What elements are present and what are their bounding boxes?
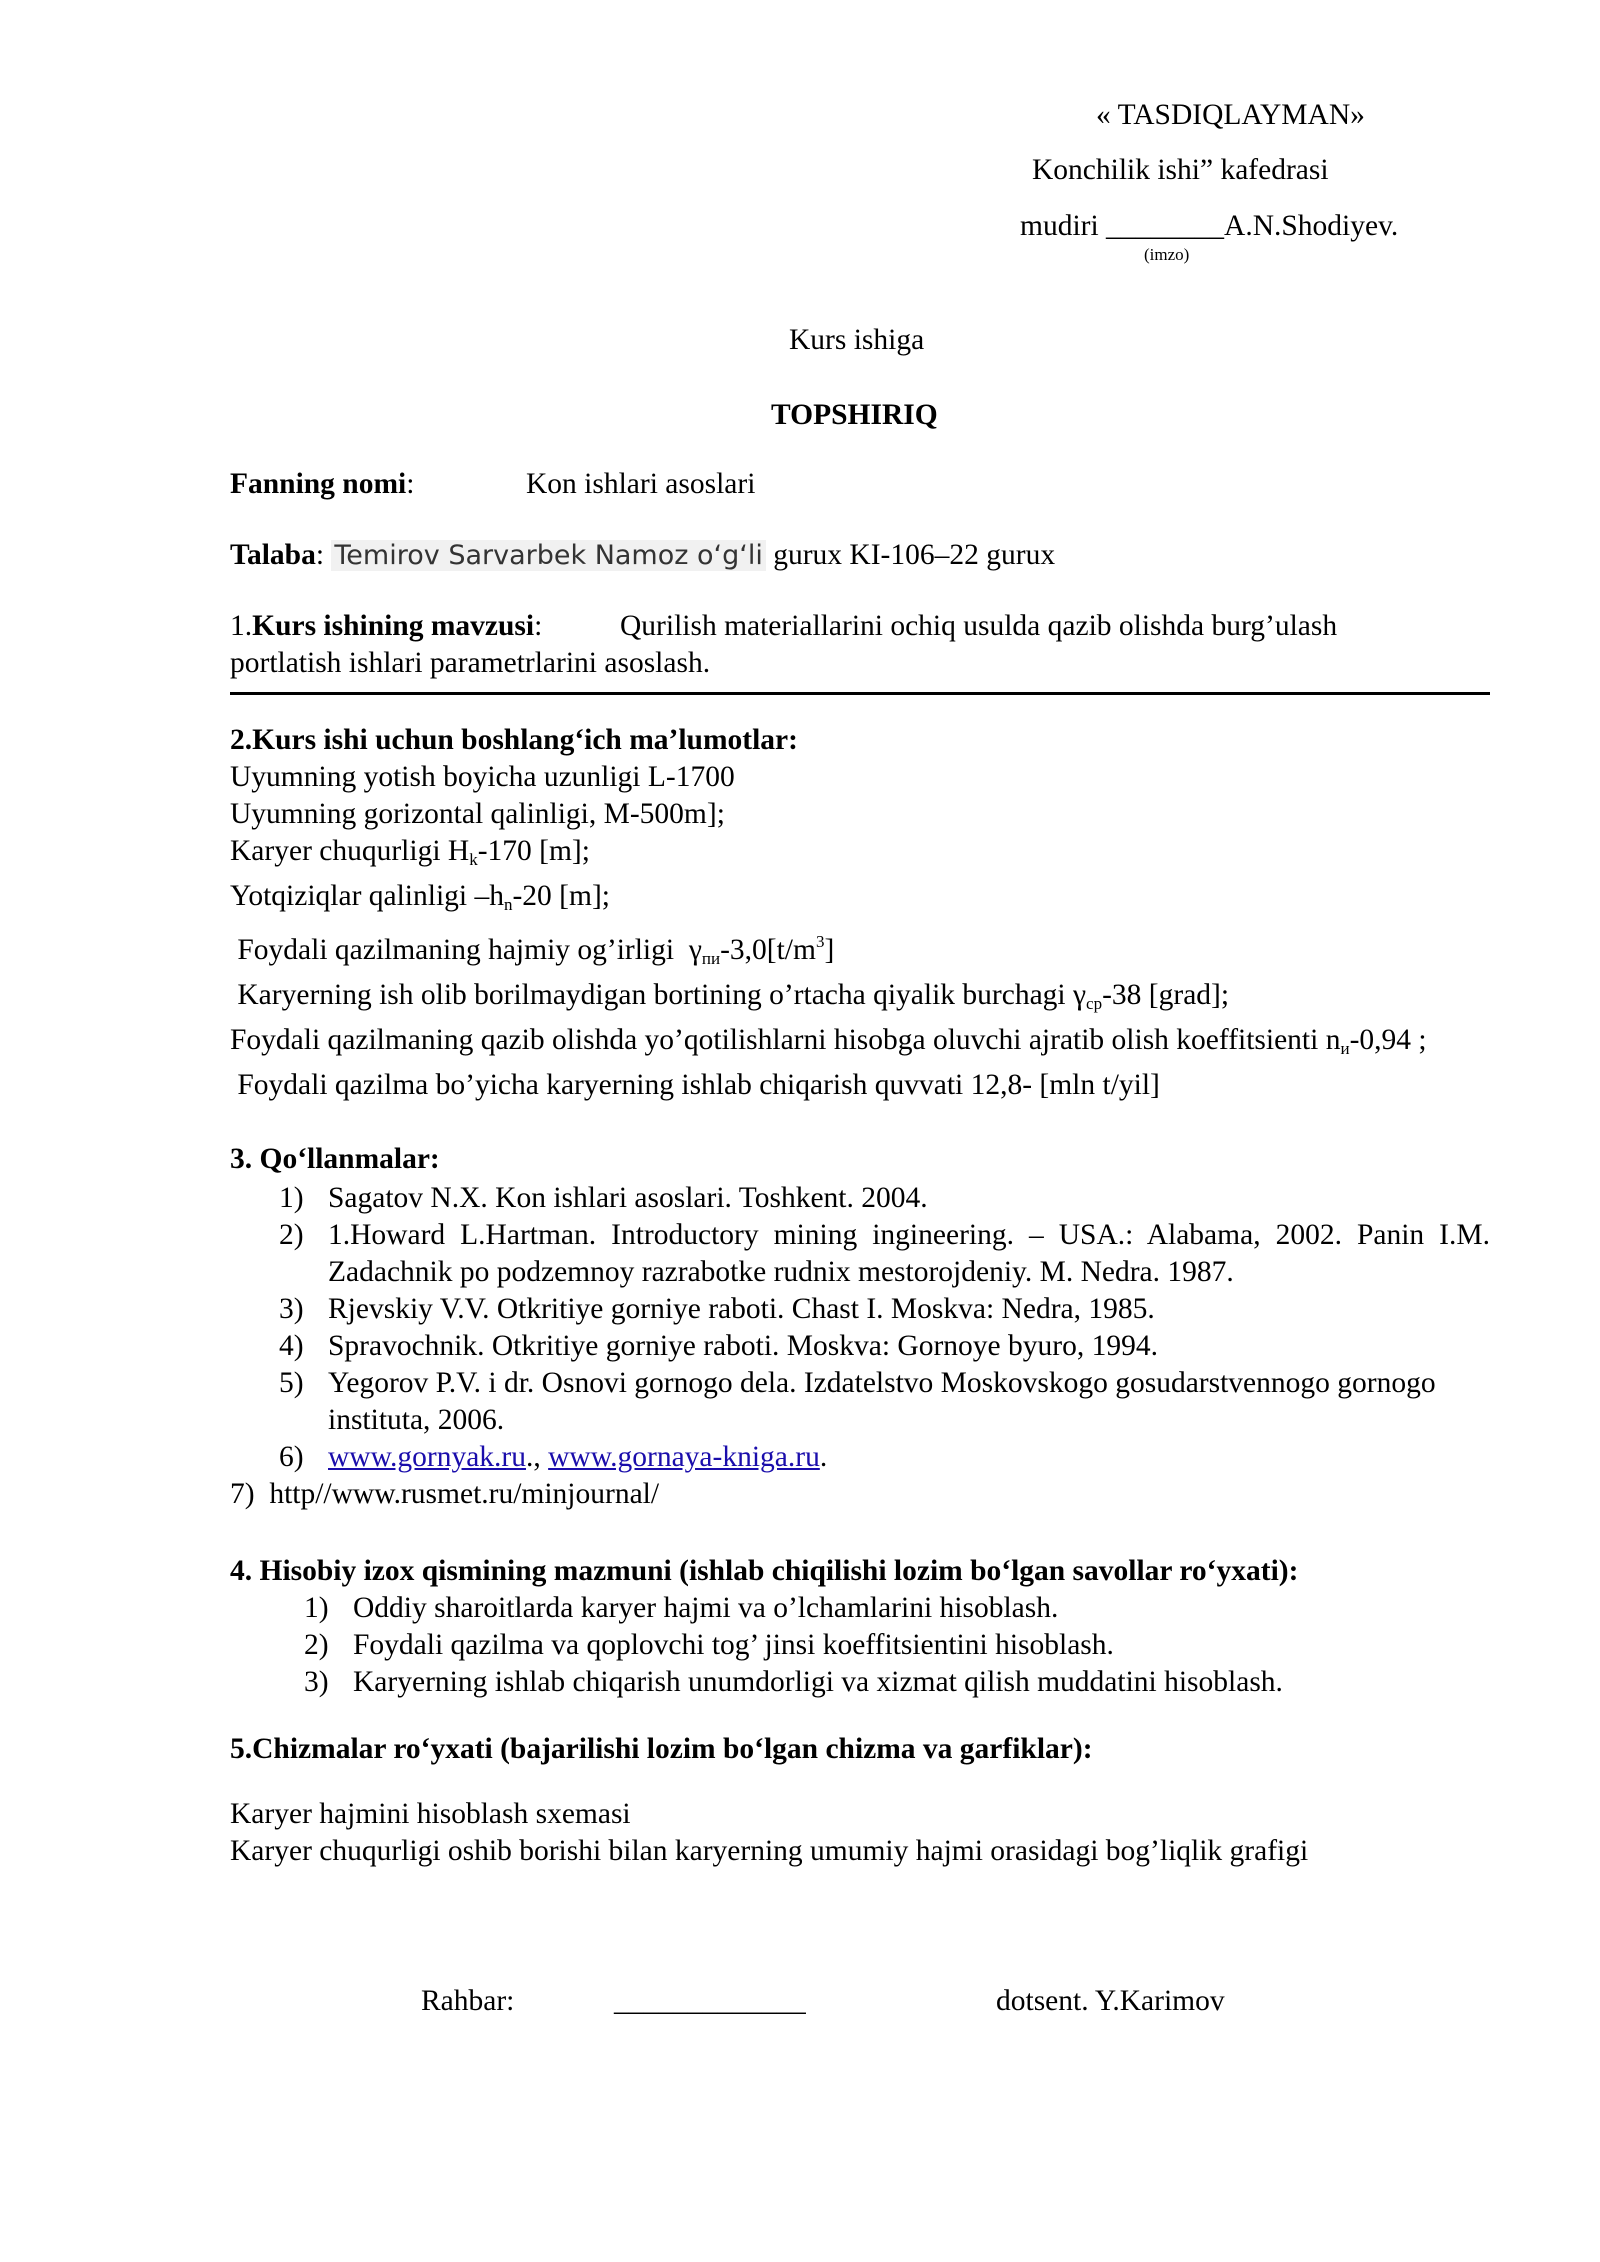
reference-item-7-text: http//www.rusmet.ru/minjournal/ (269, 1478, 660, 1510)
signature-label: Rahbar: (421, 1985, 515, 2017)
topic-number: 1. (230, 610, 253, 642)
initial-data-capacity: Foydali qazilma bo’yicha karyerning ishlab chiqarish quvvati 12,8- [mln t/yil] (230, 1069, 1160, 1101)
approval-head-label: mudiri (1020, 210, 1099, 242)
contents-list (304, 1590, 1490, 1701)
drawings-heading: 5.Chizmalar ro‘yxati (bajarilishi lozim bo‘lgan chizma va garfiklar): (230, 1733, 1093, 1765)
approval-title: « TASDIQLAYMAN» (1096, 99, 1365, 131)
initial-data-section (230, 722, 1490, 1104)
topic-divider (230, 692, 1490, 695)
initial-data-recovery: Foydali qazilmaning qazib olishda yo’qotilishlarni hisobga oluvchi ajratib olish koeffitsienti $n_и-0,94$ ; (230, 1024, 1427, 1058)
contents-item: 2) Foydali qazilma va qoplovchi tog’ jinsi koeffitsientini hisoblash. (304, 1629, 1114, 1661)
topic-line-1 (230, 608, 542, 645)
references-heading: 3. Qo‘llanmalar: (230, 1143, 440, 1175)
reference-item: 1) Sagatov N.X. Kon ishlari asoslari. Toshkent. 2004. (279, 1182, 928, 1214)
reference-item-links: 6) www.gornyak.ru., www.gornaya-kniga.ru. (279, 1441, 828, 1473)
subject-label: Fanning nomi (230, 468, 407, 500)
contents-item: 1) Oddiy sharoitlarda karyer hajmi va o’lchamlarini hisoblash. (304, 1592, 1059, 1624)
student-colon: : (315, 539, 325, 571)
student-line (230, 537, 1055, 574)
initial-data-thickness: Uyumning gorizontal qalinligi, M-500m]; (230, 798, 725, 830)
reference-item: 2) 1.Howard L.Hartman. Introductory mining ingineering. – USA.: Alabama, 2002. Panin I.M. Zadachnik po podzemnoy razrabotke rudnix mestorojdeniy. M. Nedra. 1987. (279, 1219, 1490, 1288)
initial-data-overburden: Yotqiziqlar qalinligi $-h_n-20$ [m]; (230, 880, 610, 914)
reference-item: 5) Yegorov P.V. i dr. Osnovi gornogo dela. Izdatelstvo Moskovskogo gosudarstvennogo gornogo instituta, 2006. (279, 1367, 1436, 1436)
student-label: Talaba (230, 539, 316, 571)
approval-head-line (1020, 208, 1398, 245)
initial-data-depth: Karyer chuqurligi $H_k-170$ [m]; (230, 835, 590, 869)
topic-label: Kurs ishining mavzusi (252, 610, 535, 642)
topic-text-line-1: Qurilish materiallarini ochiq usulda qazib olishda burg’ulash (620, 610, 1338, 642)
signature-blank: _____________ (614, 1985, 806, 2017)
contents-heading: 4. Hisobiy izox qismining mazmuni (ishlab chiqilishi lozim bo‘lgan savollar ro‘yxati): (230, 1555, 1299, 1587)
drawings-item-2: Karyer chuqurligi oshib borishi bilan karyerning umumiy hajmi orasidagi bog’liqlik grafigi (230, 1835, 1309, 1867)
initial-data-length: Uyumning yotish boyicha uzunligi L-1700 (230, 761, 735, 793)
contents-item: 3) Karyerning ishlab chiqarish unumdorligi va xizmat qilish muddatini hisoblash. (304, 1666, 1283, 1698)
topic-colon: : (534, 610, 543, 642)
references-list (279, 1180, 1490, 1476)
signature-name: dotsent. Y.Karimov (996, 1985, 1225, 2017)
initial-data-density: Foydali qazilmaning hajmiy og’irligi $\gamma_{пи}-3,0[t/m^3]$ (230, 932, 835, 968)
heading-kurs-ishiga: Kurs ishiga (789, 324, 925, 356)
approval-sign-blank: ________ (1106, 210, 1225, 242)
reference-item-7-number: 7) (230, 1478, 255, 1510)
subject-colon: : (406, 468, 415, 500)
heading-topshiriq: TOPSHIRIQ (771, 399, 938, 431)
initial-data-heading: 2.Kurs ishi uchun boshlang‘ich ma’lumotlar: (230, 724, 798, 756)
approval-head-name: A.N.Shodiyev. (1224, 210, 1399, 242)
topic-text-line-2: portlatish ishlari parametrlarini asoslash. (230, 647, 711, 679)
approval-sign-caption: (imzo) (1144, 245, 1190, 264)
subject-value: Kon ishlari asoslari (526, 468, 756, 500)
subject-line (230, 466, 414, 503)
reference-item-7 (230, 1476, 659, 1513)
drawings-item-1: Karyer hajmini hisoblash sxemasi (230, 1798, 631, 1830)
student-group: gurux KI-106–22 gurux (773, 539, 1056, 571)
approval-department: Konchilik ishi” kafedrasi (1032, 154, 1329, 186)
student-name: Temirov Sarvarbek Namoz o‘g‘li (331, 540, 765, 571)
initial-data-slope: Karyerning ish olib borilmaydigan bortining o’rtacha qiyalik burchagi $\gamma_{ср}-38$ [grad]; (230, 979, 1230, 1013)
gornyak-link[interactable]: www.gornyak.ru (328, 1441, 526, 1473)
reference-item: 3) Rjevskiy V.V. Otkritiye gorniye raboti. Chast I. Moskva: Nedra, 1985. (279, 1293, 1155, 1325)
reference-item: 4) Spravochnik. Otkritiye gorniye raboti. Moskva: Gornoye byuro, 1994. (279, 1330, 1158, 1362)
gornaya-kniga-link[interactable]: www.gornaya-kniga.ru (548, 1441, 820, 1473)
